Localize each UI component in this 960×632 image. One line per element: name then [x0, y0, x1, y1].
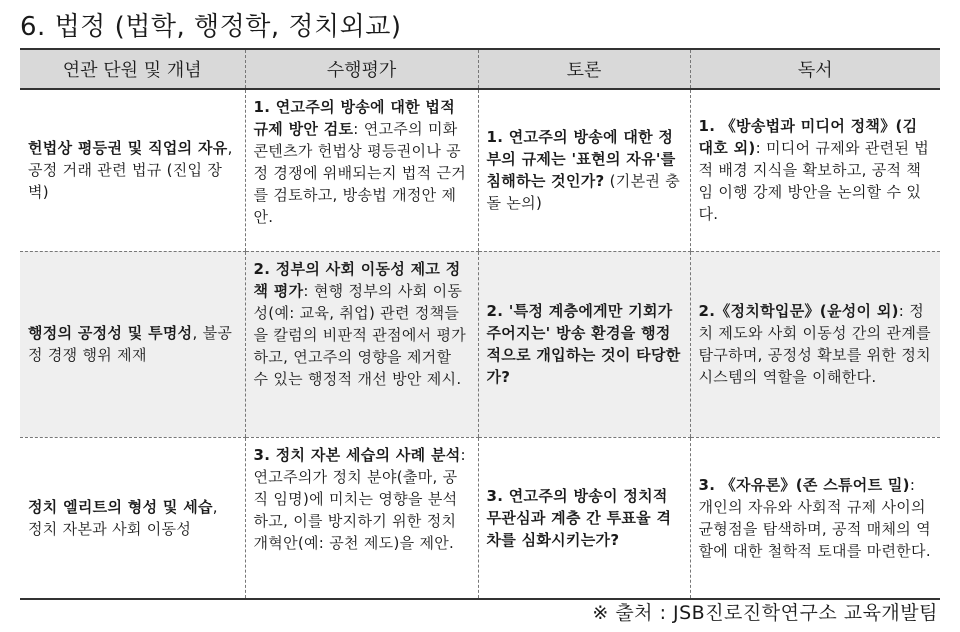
- assessment-detail: : 현행 정부의 사회 이동성(예: 교육, 취업) 관련 정책들을 칼럼의 비판적 관점에서 평가하고, 연고주의 영향을 제거할 수 있는 행정적 개선 방안 제시.: [253, 281, 467, 388]
- assessment-cell: [245, 89, 478, 251]
- concept-detail: , 공정 거래 관련 법규 (진입 장벽): [28, 139, 233, 202]
- concept-cell: [20, 437, 245, 599]
- reading-book: 3. 《자유론》(존 스튜어트 밀): [698, 475, 910, 494]
- page-title: 6. 법정 (법학, 행정학, 정치외교): [20, 12, 402, 42]
- assessment-detail: : 연고주의 미화 콘텐츠가 헌법상 평등권이나 공정 경쟁에 위배되는지 법적 근거를 검토하고, 방송법 개정안 제안.: [253, 120, 467, 226]
- reading-book: 1. 《방송법과 미디어 정책》(김대호 외): [698, 117, 918, 158]
- table-row: [20, 437, 940, 599]
- reading-cell: [690, 251, 940, 437]
- header-concept: 연관 단원 및 개념: [20, 49, 245, 89]
- source-note: ※ 출처 : JSB진로진학연구소 교육개발팀: [592, 602, 938, 624]
- reading-cell: [690, 89, 940, 251]
- concept-cell: [20, 251, 245, 437]
- concept-key: 정치 엘리트의 형성 및 세습: [28, 497, 213, 516]
- activity-table: [20, 48, 940, 600]
- assessment-cell: [245, 251, 478, 437]
- concept-detail: , 불공정 경쟁 행위 제재: [28, 324, 233, 364]
- concept-cell: [20, 89, 245, 251]
- concept-key: 행정의 공정성 및 투명성: [28, 324, 193, 342]
- header-assessment: 수행평가: [245, 49, 478, 89]
- table-header-row: [20, 49, 940, 89]
- debate-question: 2. '특정 계층에게만 기회가 주어지는' 방송 환경을 행정적으로 개입하는 것이 타당한가?: [486, 302, 681, 386]
- reading-book: 2.《정치학입문》(윤성이 외): [698, 302, 899, 320]
- assessment-key: 2. 정부의 사회 이동성 제고 정책 평가: [253, 259, 461, 300]
- assessment-key: 1. 연고주의 방송에 대한 법적 규제 방안 검토: [253, 98, 456, 138]
- reading-detail: : 미디어 규제와 관련된 법적 배경 지식을 확보하고, 공적 책임 이행 강제 방안을 논의할 수 있다.: [698, 139, 930, 224]
- reading-cell: [690, 437, 940, 599]
- reading-detail: : 정치 제도와 사회 이동성 간의 관계를 탐구하며, 공정성 확보를 위한 정치 시스템의 역할을 이해한다.: [698, 302, 931, 386]
- assessment-detail: : 연고주의가 정치 분야(출마, 공직 임명)에 미치는 영향을 분석하고, 이를 방지하기 위한 정치 개혁안(예: 공천 제도)을 제안.: [253, 445, 466, 552]
- concept-key: 헌법상 평등권 및 직업의 자유: [28, 139, 228, 158]
- concept-detail: , 정치 자본과 사회 이동성: [28, 497, 218, 538]
- debate-question: 3. 연고주의 방송이 정치적 무관심과 계층 간 투표율 격차를 심화시키는가?: [486, 486, 672, 549]
- assessment-cell: [245, 437, 478, 599]
- header-reading: 독서: [690, 49, 940, 89]
- table-row: [20, 251, 940, 437]
- debate-note: (기본권 충돌 논의): [486, 172, 681, 213]
- debate-cell: [478, 251, 690, 437]
- header-debate: 토론: [478, 49, 690, 89]
- debate-question: 1. 연고주의 방송에 대한 정부의 규제는 '표현의 자유'를 침해하는 것인가?: [486, 128, 676, 191]
- debate-cell: [478, 89, 690, 251]
- assessment-key: 3. 정치 자본 세습의 사례 분석: [253, 445, 461, 464]
- debate-cell: [478, 437, 690, 599]
- reading-detail: : 개인의 자유와 사회적 규제 사이의 균형점을 탐색하며, 공적 매체의 역할에 대한 철학적 토대를 마련한다.: [698, 475, 931, 560]
- table-row: [20, 89, 940, 251]
